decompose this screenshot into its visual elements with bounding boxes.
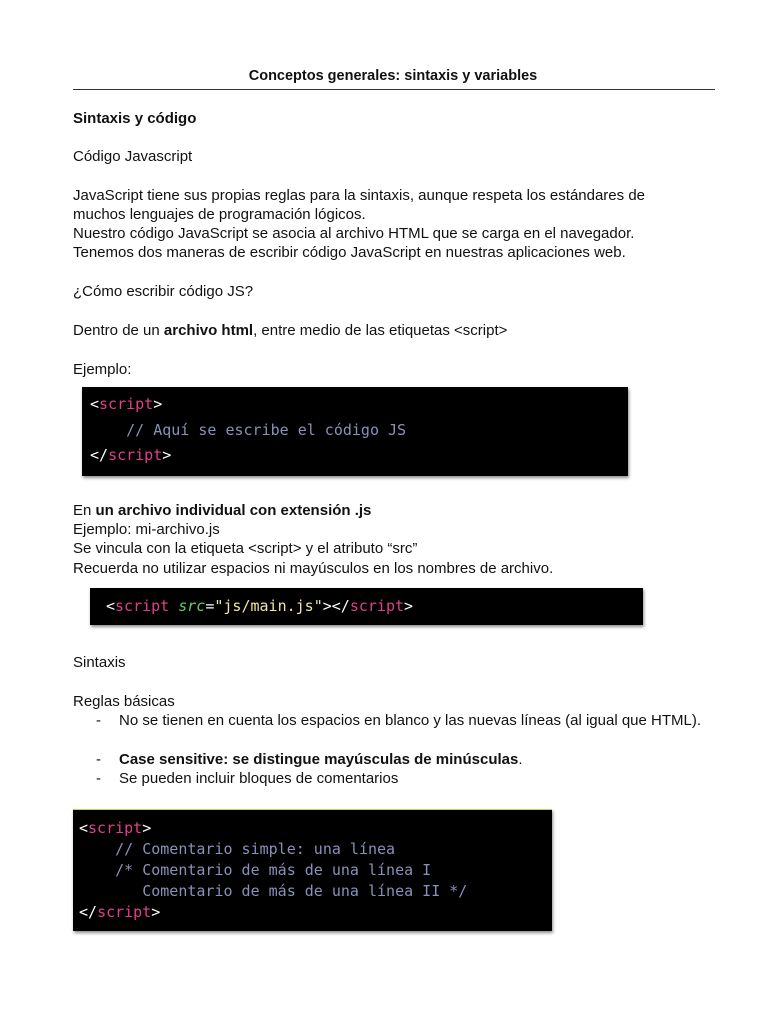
code-token: > <box>153 395 163 413</box>
code-token: < <box>106 597 116 615</box>
bullet-dash: - <box>96 751 101 768</box>
bold-text: Case sensitive: se distingue mayúsculas de minúsculas <box>119 751 519 768</box>
paragraph-line: Nuestro código JavaScript se asocia al archivo HTML que se carga en el navegador. <box>73 225 635 242</box>
page-title: Conceptos generales: sintaxis y variables <box>248 68 538 84</box>
text-line: Recuerda no utilizar espacios ni mayúsculos en los nombres de archivo. <box>73 560 554 577</box>
code-comment: /* Comentario de más de una línea I <box>79 861 432 879</box>
code-token: = <box>205 597 215 615</box>
code-token: script <box>349 597 405 615</box>
code-token: script <box>115 597 170 615</box>
code-token: script <box>97 903 152 921</box>
bold-text: un archivo individual con extensión .js <box>95 502 372 519</box>
list-item: No se tienen en cuenta los espacios en blanco y las nuevas líneas (al igual que HTML). <box>119 712 702 729</box>
code-token: src <box>178 597 206 615</box>
code-line <box>79 902 552 923</box>
code-line <box>79 818 552 839</box>
code-comment: Comentario de más de una línea II */ <box>79 882 468 900</box>
code-token: > <box>162 446 172 464</box>
example-label: Ejemplo: <box>73 361 132 378</box>
bullet-dash: - <box>96 770 101 787</box>
section-label: Reglas básicas <box>73 693 175 710</box>
bullet-dash: - <box>96 712 101 729</box>
code-token: script <box>88 819 143 837</box>
paragraph-line: muchos lenguajes de programación lógicos. <box>73 206 366 223</box>
text: En <box>73 502 96 519</box>
code-comment: // Aquí se escribe el código JS <box>90 420 407 439</box>
option-inline <box>73 501 371 520</box>
list-item <box>119 750 709 769</box>
question: ¿Cómo escribir código JS? <box>73 283 254 300</box>
text-line: Se vincula con la etiqueta <script> y el atributo “src” <box>73 540 418 557</box>
code-comment: // Comentario simple: una línea <box>79 840 396 858</box>
title-divider <box>73 89 715 90</box>
code-token <box>169 597 178 615</box>
code-token: </ <box>331 597 350 615</box>
section-label: Sintaxis <box>73 654 126 671</box>
code-token: script <box>108 446 163 464</box>
section-heading: Sintaxis y código <box>73 110 197 127</box>
text: . <box>518 751 523 768</box>
code-token: "js/main.js" <box>214 597 323 615</box>
option-inline <box>73 321 507 340</box>
code-token: > <box>142 819 152 837</box>
paragraph-line: Tenemos dos maneras de escribir código JavaScript en nuestras aplicaciones web. <box>73 244 626 261</box>
code-token: < <box>79 819 89 837</box>
text-line: Ejemplo: mi-archivo.js <box>73 521 220 538</box>
code-token: > <box>404 597 414 615</box>
bold-text: archivo html <box>163 322 254 339</box>
code-line <box>90 392 628 418</box>
code-token: < <box>90 395 100 413</box>
code-line <box>90 443 628 469</box>
code-block-comments <box>73 809 552 931</box>
list-item: Se pueden incluir bloques de comentarios <box>119 770 399 787</box>
code-token: > <box>322 597 332 615</box>
code-block-external-script <box>90 588 643 625</box>
code-token: </ <box>79 903 98 921</box>
code-token: script <box>99 395 154 413</box>
code-token: </ <box>90 446 109 464</box>
subheading: Código Javascript <box>73 148 193 165</box>
text: , entre medio de las etiquetas <script> <box>253 322 508 339</box>
code-block-inline-script <box>82 387 628 476</box>
code-token: > <box>151 903 161 921</box>
text: Dentro de un <box>73 322 164 339</box>
paragraph-line: JavaScript tiene sus propias reglas para la sintaxis, aunque respeta los estándares de <box>73 187 645 204</box>
